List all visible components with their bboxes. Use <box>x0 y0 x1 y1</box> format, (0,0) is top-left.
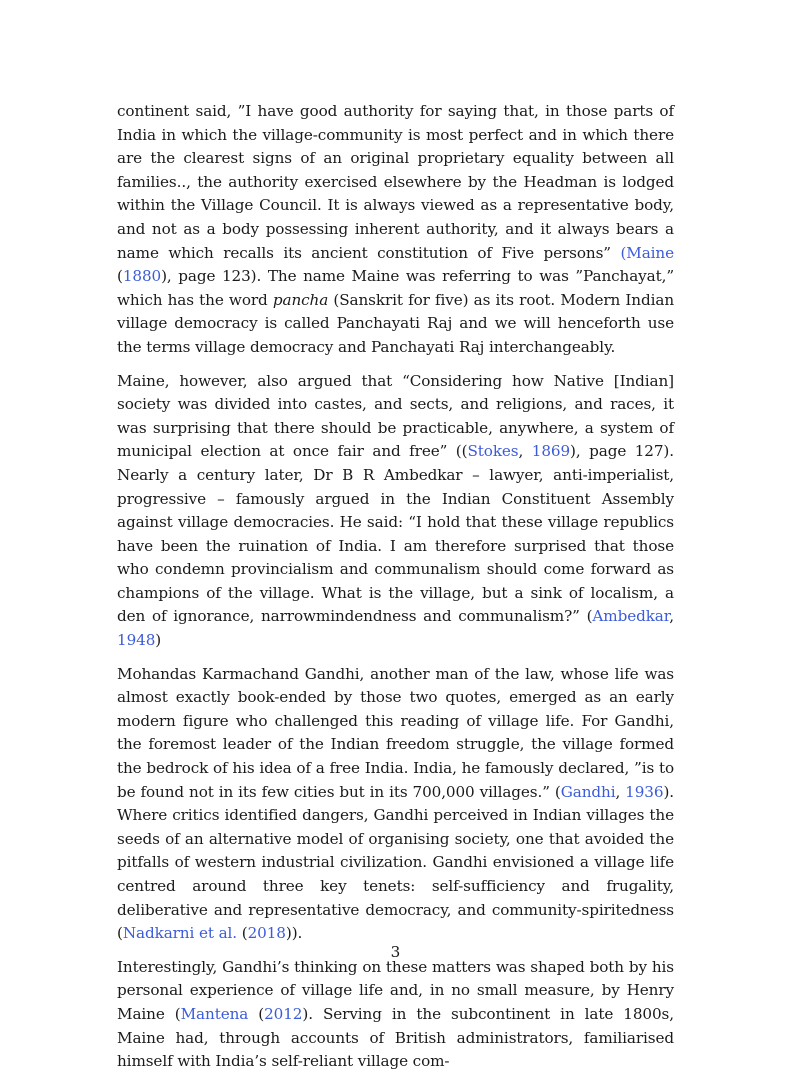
paragraph-maine-influence <box>117 956 674 1074</box>
citation-link[interactable]: 1936 <box>625 782 664 801</box>
text-run: )). <box>285 924 303 943</box>
text-run: ( <box>248 1004 265 1023</box>
text-run: ( <box>237 924 248 943</box>
citation-link[interactable]: 1948 <box>117 631 156 650</box>
text-run: Maine, however, also argued that “Considering how Native [Indian] society was divided into castes, and sects, and religions, and races, it was surprising that there should be practicable, anywhere, a system of municipal election at once fair and free” (( <box>117 371 674 461</box>
text-run: continent said, ”I have good authority for saying that, in those parts of India in which the village-community is most perfect and in which there are the clearest signs of an original proprietary equality between all families.., the authority exercised elsewhere by the Headman is lodged within the Village Council. It is always viewed as a representative body, and not as a body possessing inherent authority, and it always bears a name which recalls its ancient constitution of Five persons” <box>117 102 674 262</box>
text-run: ). Where critics identified dangers, Gandhi perceived in Indian villages the seeds of an alternative model of organising society, one that avoided the pitfalls of western industrial civilization. Gandhi envisioned a village life centred around three key tenets: self-sufficiency and frugality, deliberative and representative democracy, and community-spiritedness ( <box>117 782 674 943</box>
paragraph-ambedkar <box>117 370 674 653</box>
citation-link[interactable]: Mantena <box>180 1004 249 1023</box>
paragraph-maine-quote <box>117 100 674 360</box>
citation-link[interactable]: Gandhi <box>560 782 616 801</box>
text-run: , <box>615 782 626 801</box>
text-run: , <box>669 607 674 626</box>
body-text <box>117 100 674 1084</box>
text-run: Mohandas Karmachand Gandhi, another man of the law, whose life was almost exactly book-ended by those two quotes, emerged as an early modern figure who challenged this reading of village life. For Gandhi, the foremost leader of the Indian freedom struggle, the village formed the bedrock of his idea of a free India. India, he famously declared, ”is to be found not in its few cities but in its 700,000 villages.” ( <box>117 664 674 801</box>
citation-link[interactable]: Ambedkar <box>592 607 670 626</box>
paragraph-gandhi <box>117 663 674 946</box>
text-run: (Sanskrit for five) as its root. Modern Indian village democracy is called Panchayati Raj and we will henceforth use the terms village democracy and Panchayati Raj interchangeably. <box>117 290 675 356</box>
citation-link[interactable]: Nadkarni et al. <box>122 924 238 943</box>
citation-link[interactable]: 2018 <box>247 924 286 943</box>
text-run: ), page 123). The name Maine was referring to was ”Panchayat,” which has the word <box>117 267 674 309</box>
page-number: 3 <box>390 943 401 961</box>
text-run: ). Serving in the subcontinent in late 1800s, Maine had, through accounts of British administrators, familiarised himself with India’s self-reliant village com- <box>117 1004 674 1071</box>
citation-link[interactable]: 1880 <box>122 267 162 286</box>
text-run: Interestingly, Gandhi’s thinking on these matters was shaped both by his personal experience of village life and, in no small measure, by Henry Maine ( <box>117 957 674 1023</box>
text-run: ) <box>155 631 162 650</box>
text-run: ( <box>117 267 123 286</box>
citation-link[interactable]: Stokes <box>467 442 519 461</box>
citation-link[interactable]: 1869 <box>531 442 571 461</box>
citation-link[interactable]: 2012 <box>264 1004 303 1023</box>
text-run: ), page 127). Nearly a century later, Dr B R Ambedkar – lawyer, anti-imperialist, progressive – famously argued in the Indian Constituent Assembly against village democracies. He said: “I hold that these village republics have been the ruination of India. I am therefore surprised that those who condemn provincialism and communalism should come forward as champions of the village. What is the village, but a sink of localism, a den of ignorance, narrowmindendness and communalism?” ( <box>117 442 674 626</box>
citation-link[interactable]: ( <box>620 243 627 262</box>
text-run: , <box>518 442 532 461</box>
italic-term: pancha <box>272 290 329 309</box>
citation-link[interactable]: Maine <box>626 243 674 262</box>
